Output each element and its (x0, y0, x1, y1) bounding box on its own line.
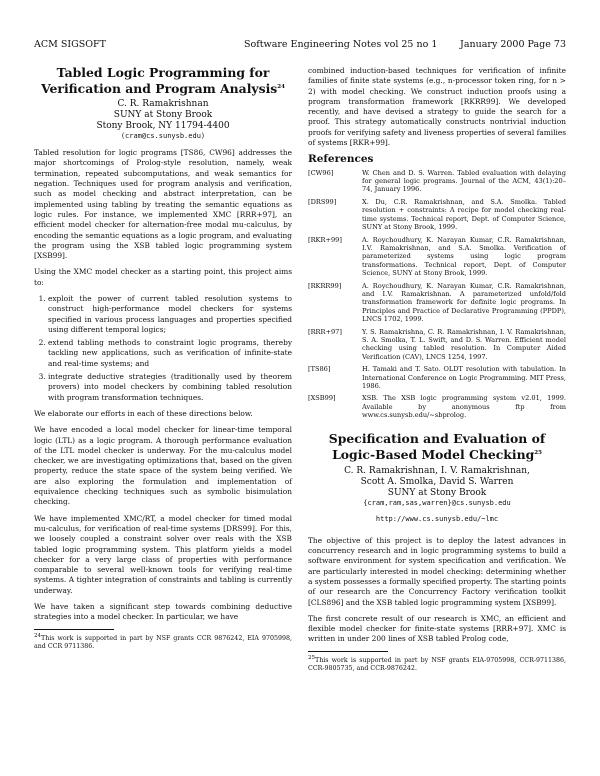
article2-title-footnote-mark: 25 (534, 449, 542, 456)
references-heading: References (308, 153, 374, 166)
reference-entry: [XSB99] XSB. The XSB logic programming system v2.01, 1999. Available by anonymous ftp from www.cs.sunysb.edu/~sbprolog. (308, 394, 566, 420)
article2-url[interactable]: http://www.cs.sunysb.edu/~lmc (375, 514, 499, 523)
list-item: 1. exploit the power of current tabled resolution systems to construct high-performance model checkers for systems specified in various process languages and properties specified using different temporal logics; (48, 294, 292, 335)
header-venue: ACM SIGSOFT (34, 39, 106, 50)
running-header (34, 39, 566, 51)
reference-entry: [RRR+97] Y. S. Ramakrishna, C. R. Ramakrishnan, I. V. Ramakrishnan, S. A. Smolka, T. L. Swift, and D. S. Warren. Efficient model checking using tabled resolution. In Computer Aided Verification (CAV), LNCS 1254, 1997. (308, 327, 566, 361)
footnote-rule (34, 629, 114, 630)
article1-title: Tabled Logic Programming for Verification and Program Analysis$^{24}$ (41, 65, 285, 97)
reference-entry: [RKR+99] A. Roychoudhury, K. Narayan Kumar, C.R. Ramakrishnan, I.V. Ramakrishnan, and S.A. Smolka. Verification of parameterized systems using logic program transformations. Technical report, Dept. of Computer Science, SUNY at Stony Brook, 1999. (308, 235, 566, 278)
reference-entry: [CW96] W. Chen and D. S. Warren. Tabled evaluation with delaying for general logic programs. Journal of the ACM, 43(1):20–74, January 1996. (308, 168, 566, 194)
right-column (308, 66, 566, 673)
left-column (34, 66, 292, 651)
article1-footnote: 24This work is supported in part by NSF grants CCR 9876242, EIA 9705998, and CCR 9711386. (34, 632, 292, 650)
article1-author: C. R. Ramakrishnan (117, 99, 209, 110)
article2-footnote: 25This work is supported in part by NSF grants EIA-9705998, CCR-9711386, CCR-9805735, and CCR-9876242. (308, 654, 566, 672)
article1-paragraph: Tabled resolution for logic programs [TS86, CW96] addresses the major shortcomings of Prolog-style resolution, namely, weak termination, repeated subcomputations, and weak semantics for negation. Techniques used for program analysis and verification, such as model checking and abstract interpretation, can be implemented using tabling by treating the semantic equations as logic rules. For instance, we implemented XMC [RRR+97], an efficient model checker for alternation-free modal mu-calculus, by encoding the semantic equations as a logic program, and evaluating the program using the XSB tabled logic programming system [XSB99]. (34, 148, 292, 261)
article2-paragraph: The first concrete result of our research is XMC, an efficient and flexible model checker for finite-state systems [RRR+97]. XMC is written in under 200 lines of XSB tabled Prolog code, (308, 613, 566, 644)
article1-paragraph: We have encoded a local model checker for linear-time temporal logic (LTL) as a logic program. A thorough performance evaluation of the LTL model checker is underway. For the mu-calculus model checker, we are investigating optimizations that, based on the given property, reduce the state space of the system being verified. We are also exploring the formulation and implementation of equivalence checking techniques such as symbolic bisimulation checking. (34, 425, 292, 507)
continued-paragraph: combined induction-based techniques for verification of infinite families of finite state systems (e.g., n-processor token ring, for n > 2) with model checking. We construct induction proofs using a program transformation framework [RKRR99]. We developed recently, and have devised a strategy to guide the search for a proof. This strategy automatically constructs nontrivial induction proofs for verifying safety and liveness properties of several families of systems [RKR+99]. (308, 66, 566, 148)
article1-paragraph: We have taken a significant step towards combining deductive strategies into a model checker. In particular, we have (34, 602, 292, 622)
article1-email: (cram@cs.sunysb.edu) (120, 132, 206, 141)
article1-title-footnote-mark: 24 (277, 84, 285, 90)
reference-entry: [DRS99] X. Du, C.R. Ramakrishnan, and S.A. Smolka. Tabled resolution + constraints: A recipe for model checking real-time systems. Technical report, Dept. of Computer Science, SUNY at Stony Brook, 1999. (308, 197, 566, 232)
list-item: 2. extend tabling methods to constraint logic programs, thereby tackling new applications, such as verification of infinite-state and real-time systems; and (48, 338, 292, 369)
article1-affiliation: SUNY at Stony Brook (113, 110, 213, 121)
article2-authors-line2: Scott A. Smolka, David S. Warren (360, 476, 514, 487)
header-date-page: January 2000 Page 73 (460, 39, 566, 50)
article1-address: Stony Brook, NY 11794-4400 (96, 121, 230, 132)
article2-email: {cram,ram,sas,warren}@cs.sunysb.edu (363, 498, 511, 507)
list-item: 3. integrate deductive strategies (traditionally used by theorem provers) into model checkers by combining tabled resolution with program transformation techniques. (48, 372, 292, 403)
article2-authors-line1: C. R. Ramakrishnan, I. V. Ramakrishnan, (344, 465, 530, 476)
header-journal: Software Engineering Notes vol 25 no 1 (244, 39, 438, 50)
reference-entry: [RKRR99] A. Roychoudhury, K. Narayan Kumar, C.R. Ramakrishnan, and I.V. Ramakrishnan. A parameterized unfold/fold transformation framework for definite logic programs. In Principles and Practice of Declarative Programming (PPDP), LNCS 1702, 1999. (308, 281, 566, 324)
footnote-rule (308, 651, 388, 652)
references-list (308, 169, 566, 420)
article1-paragraph: We elaborate our efforts in each of these directions below. (34, 408, 253, 418)
article2-affiliation: SUNY at Stony Brook (387, 487, 487, 498)
article2-title: Specification and Evaluation of Logic-Based Model Checking$^{25}$ (328, 430, 546, 462)
article2-paragraph: The objective of this project is to deploy the latest advances in concurrency research and in logic programming systems to build a software environment for system specification and verification. We are particularly interested in model checking: determining whether a system possesses a formally specified property. The starting points of our research are the Concurrency Factory verification toolkit [CLS896] and the XSB tabled logic programming system [XSB99]. (308, 535, 566, 607)
article1-paragraph: Using the XMC model checker as a starting point, this project aims to: (34, 267, 292, 287)
article1-paragraph: We have implemented XMC/RT, a model checker for timed modal mu-calculus, for verification of real-time systems [DRS99]. For this, we loosely coupled a constraint solver over reals with the XSB tabled logic programming system. This platform yields a model checker for a very large class of properties with performance comparable to several well-known tools for verifying real-time systems. A tighter integration of constraints and tabling is currently underway. (34, 513, 292, 595)
article1-aims-list (34, 294, 292, 403)
reference-entry: [TS86] H. Tamaki and T. Sato. OLDT resolution with tabulation. In International Conference on Logic Programming. MIT Press, 1986. (308, 365, 566, 391)
